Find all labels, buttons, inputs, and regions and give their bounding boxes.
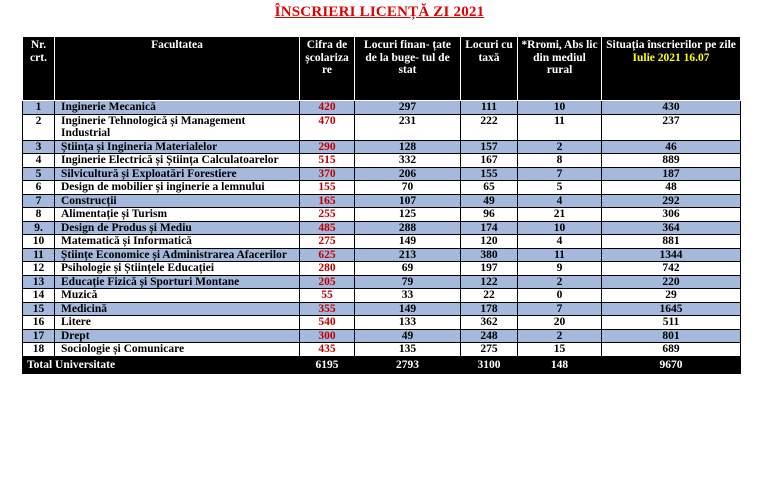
row-taxa: 362 <box>461 316 518 330</box>
row-nr: 7 <box>23 194 55 208</box>
row-facultate: Silvicultură și Exploatări Forestiere <box>55 167 300 181</box>
row-buget: 213 <box>355 248 461 262</box>
row-situatie: 292 <box>602 194 741 208</box>
row-facultate: Drept <box>55 329 300 343</box>
row-taxa: 120 <box>461 235 518 249</box>
row-facultate: Inginerie Tehnologică și Management Industrial <box>55 114 300 140</box>
row-situatie: 689 <box>602 343 741 357</box>
row-nr: 16 <box>23 316 55 330</box>
row-buget: 297 <box>355 101 461 115</box>
row-nr: 14 <box>23 289 55 303</box>
row-situatie: 1645 <box>602 302 741 316</box>
total-situatie: 9670 <box>602 356 741 373</box>
row-rromi: 2 <box>518 275 602 289</box>
row-taxa: 167 <box>461 154 518 168</box>
row-facultate: Design de Produs și Mediu <box>55 221 300 235</box>
row-cifra: 515 <box>300 154 355 168</box>
row-rromi: 11 <box>518 248 602 262</box>
row-nr: 10 <box>23 235 55 249</box>
row-cifra: 470 <box>300 114 355 140</box>
row-nr: 1 <box>23 101 55 115</box>
row-facultate: Design de mobilier și inginerie a lemnului <box>55 181 300 195</box>
row-facultate: Educație Fizică și Sporturi Montane <box>55 275 300 289</box>
row-facultate: Știința și Ingineria Materialelor <box>55 140 300 154</box>
row-cifra: 205 <box>300 275 355 289</box>
table-row <box>23 316 741 330</box>
table-row <box>23 329 741 343</box>
table-row <box>23 208 741 222</box>
row-nr: 5 <box>23 167 55 181</box>
total-cifra: 6195 <box>300 356 355 373</box>
row-buget: 206 <box>355 167 461 181</box>
row-rromi: 7 <box>518 302 602 316</box>
total-rromi: 148 <box>518 356 602 373</box>
total-taxa: 3100 <box>461 356 518 373</box>
row-nr: 17 <box>23 329 55 343</box>
row-taxa: 178 <box>461 302 518 316</box>
row-buget: 70 <box>355 181 461 195</box>
row-taxa: 122 <box>461 275 518 289</box>
row-nr: 11 <box>23 248 55 262</box>
row-buget: 128 <box>355 140 461 154</box>
row-taxa: 155 <box>461 167 518 181</box>
row-nr: 2 <box>23 114 55 140</box>
header-cifra: Cifra de școlariza re <box>300 37 355 101</box>
row-cifra: 485 <box>300 221 355 235</box>
row-situatie: 48 <box>602 181 741 195</box>
row-rromi: 2 <box>518 140 602 154</box>
row-rromi: 9 <box>518 262 602 276</box>
row-nr: 15 <box>23 302 55 316</box>
row-buget: 332 <box>355 154 461 168</box>
row-situatie: 306 <box>602 208 741 222</box>
table-row <box>23 343 741 357</box>
row-situatie: 889 <box>602 154 741 168</box>
row-situatie: 881 <box>602 235 741 249</box>
row-rromi: 10 <box>518 221 602 235</box>
row-buget: 49 <box>355 329 461 343</box>
table-row <box>23 262 741 276</box>
row-taxa: 248 <box>461 329 518 343</box>
row-facultate: Medicină <box>55 302 300 316</box>
total-row <box>23 356 741 373</box>
row-buget: 125 <box>355 208 461 222</box>
row-cifra: 420 <box>300 101 355 115</box>
table-row <box>23 248 741 262</box>
row-rromi: 0 <box>518 289 602 303</box>
row-facultate: Litere <box>55 316 300 330</box>
row-situatie: 1344 <box>602 248 741 262</box>
header-buget: Locuri finan- țate de la buge- tul de stat <box>355 37 461 101</box>
row-taxa: 49 <box>461 194 518 208</box>
table-row <box>23 289 741 303</box>
row-taxa: 197 <box>461 262 518 276</box>
row-taxa: 22 <box>461 289 518 303</box>
row-situatie: 187 <box>602 167 741 181</box>
row-facultate: Matematică și Informatică <box>55 235 300 249</box>
row-buget: 133 <box>355 316 461 330</box>
row-nr: 9. <box>23 221 55 235</box>
page-title: ÎNSCRIERI LICENȚĂ ZI 2021 <box>274 4 485 20</box>
row-situatie: 511 <box>602 316 741 330</box>
row-nr: 8 <box>23 208 55 222</box>
row-situatie: 364 <box>602 221 741 235</box>
row-rromi: 4 <box>518 235 602 249</box>
table-row <box>23 275 741 289</box>
row-nr: 6 <box>23 181 55 195</box>
row-buget: 135 <box>355 343 461 357</box>
row-buget: 33 <box>355 289 461 303</box>
row-facultate: Alimentație și Turism <box>55 208 300 222</box>
header-taxa: Locuri cu taxă <box>461 37 518 101</box>
row-buget: 288 <box>355 221 461 235</box>
total-buget: 2793 <box>355 356 461 373</box>
row-cifra: 370 <box>300 167 355 181</box>
row-cifra: 55 <box>300 289 355 303</box>
row-rromi: 5 <box>518 181 602 195</box>
row-facultate: Științe Economice și Administrarea Afacerilor <box>55 248 300 262</box>
row-nr: 18 <box>23 343 55 357</box>
row-facultate: Muzică <box>55 289 300 303</box>
header-situatie-date: Iulie 2021 16.07 <box>632 51 710 64</box>
table-row <box>23 140 741 154</box>
row-taxa: 96 <box>461 208 518 222</box>
row-nr: 12 <box>23 262 55 276</box>
row-cifra: 300 <box>300 329 355 343</box>
table-row <box>23 154 741 168</box>
header-situatie <box>602 37 741 101</box>
row-cifra: 625 <box>300 248 355 262</box>
row-rromi: 8 <box>518 154 602 168</box>
table-body <box>23 101 741 357</box>
table-row <box>23 181 741 195</box>
row-cifra: 155 <box>300 181 355 195</box>
row-nr: 13 <box>23 275 55 289</box>
row-cifra: 435 <box>300 343 355 357</box>
row-cifra: 275 <box>300 235 355 249</box>
row-buget: 69 <box>355 262 461 276</box>
row-cifra: 540 <box>300 316 355 330</box>
row-situatie: 430 <box>602 101 741 115</box>
table-row <box>23 101 741 115</box>
row-taxa: 222 <box>461 114 518 140</box>
row-rromi: 2 <box>518 329 602 343</box>
row-nr: 3 <box>23 140 55 154</box>
table-row <box>23 167 741 181</box>
row-situatie: 801 <box>602 329 741 343</box>
enrollment-table <box>22 36 741 374</box>
row-taxa: 174 <box>461 221 518 235</box>
row-rromi: 4 <box>518 194 602 208</box>
row-facultate: Inginerie Mecanică <box>55 101 300 115</box>
row-taxa: 157 <box>461 140 518 154</box>
row-facultate: Sociologie și Comunicare <box>55 343 300 357</box>
row-situatie: 220 <box>602 275 741 289</box>
row-situatie: 237 <box>602 114 741 140</box>
table-row <box>23 302 741 316</box>
row-facultate: Construcții <box>55 194 300 208</box>
row-taxa: 111 <box>461 101 518 115</box>
header-row <box>23 37 741 101</box>
row-rromi: 20 <box>518 316 602 330</box>
row-buget: 231 <box>355 114 461 140</box>
table-row <box>23 114 741 140</box>
header-rromi: *Rromi, Abs lic din mediul rural <box>518 37 602 101</box>
row-buget: 149 <box>355 235 461 249</box>
row-taxa: 275 <box>461 343 518 357</box>
row-cifra: 165 <box>300 194 355 208</box>
row-taxa: 380 <box>461 248 518 262</box>
row-cifra: 255 <box>300 208 355 222</box>
header-situatie-label: Situația înscrierilor pe zile <box>606 39 736 51</box>
header-nr: Nr. crt. <box>23 37 55 101</box>
row-taxa: 65 <box>461 181 518 195</box>
row-situatie: 46 <box>602 140 741 154</box>
row-cifra: 290 <box>300 140 355 154</box>
row-rromi: 21 <box>518 208 602 222</box>
row-rromi: 10 <box>518 101 602 115</box>
row-cifra: 355 <box>300 302 355 316</box>
row-rromi: 11 <box>518 114 602 140</box>
row-situatie: 29 <box>602 289 741 303</box>
row-situatie: 742 <box>602 262 741 276</box>
row-rromi: 7 <box>518 167 602 181</box>
row-nr: 4 <box>23 154 55 168</box>
row-facultate: Inginerie Electrică și Știința Calculatoarelor <box>55 154 300 168</box>
row-rromi: 15 <box>518 343 602 357</box>
table-row <box>23 194 741 208</box>
row-cifra: 280 <box>300 262 355 276</box>
row-facultate: Psihologie și Științele Educației <box>55 262 300 276</box>
table-row <box>23 235 741 249</box>
row-buget: 107 <box>355 194 461 208</box>
total-label: Total Universitate <box>23 356 300 373</box>
row-buget: 149 <box>355 302 461 316</box>
table-row <box>23 221 741 235</box>
header-facultate: Facultatea <box>55 37 300 101</box>
row-buget: 79 <box>355 275 461 289</box>
